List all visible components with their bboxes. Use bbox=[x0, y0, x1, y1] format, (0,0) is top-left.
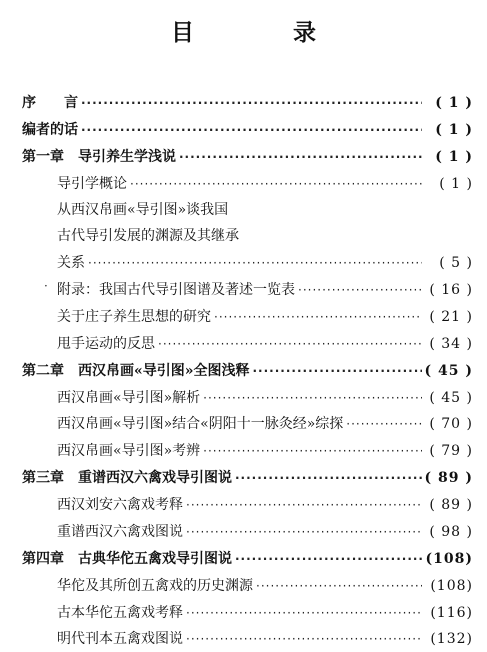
toc-entry[interactable] bbox=[57, 173, 473, 195]
toc-entry[interactable] bbox=[57, 387, 473, 409]
toc-entry[interactable] bbox=[57, 628, 473, 650]
toc-page-number: (116) bbox=[430, 605, 473, 621]
leader-dots bbox=[256, 575, 422, 597]
toc-page-number: (132) bbox=[430, 631, 473, 647]
toc-page-number: (108) bbox=[425, 551, 473, 567]
leader-dots bbox=[81, 119, 422, 141]
leader-dots bbox=[186, 602, 422, 624]
toc-entry[interactable] bbox=[57, 306, 473, 328]
toc-entry-label: 西汉帛画«导引图»考辨 bbox=[57, 443, 201, 459]
toc-page-number: ( 16 ) bbox=[429, 282, 473, 298]
toc-entry[interactable] bbox=[57, 252, 473, 274]
toc-entry-label: 西汉帛画«导引图»结合«阴阳十一脉灸经»综探 bbox=[57, 416, 344, 432]
toc-entry[interactable] bbox=[57, 333, 473, 355]
toc-entry-label: 第一章 导引养生学浅说 bbox=[22, 149, 176, 165]
toc-entry-label: 序 言 bbox=[22, 95, 78, 111]
toc-entry-label: 明代刊本五禽戏图说 bbox=[57, 631, 183, 647]
page-title: 目 录 bbox=[171, 19, 354, 46]
toc-page-number: ( 98 ) bbox=[429, 524, 473, 540]
toc-entry[interactable] bbox=[57, 602, 473, 624]
toc-chapter-1[interactable] bbox=[22, 146, 473, 168]
toc-entry-label: 从西汉帛画«导引图»谈我国 bbox=[57, 202, 229, 218]
toc-chapter-3[interactable] bbox=[22, 467, 473, 489]
toc-entry-label: 重谱西汉六禽戏图说 bbox=[57, 524, 183, 540]
toc-entry-preface[interactable] bbox=[22, 92, 473, 114]
toc-entry-label: 编者的话 bbox=[22, 122, 78, 138]
leader-dots bbox=[214, 306, 422, 328]
toc-page-number: ( 5 ) bbox=[439, 255, 473, 271]
toc-page-number: ( 1 ) bbox=[439, 176, 473, 192]
toc-page-number: ( 1 ) bbox=[435, 95, 473, 111]
leader-dots bbox=[158, 333, 422, 355]
toc-entry-label: 关于庄子养生思想的研究 bbox=[57, 309, 211, 325]
toc-entry[interactable] bbox=[57, 225, 473, 247]
toc-entry[interactable] bbox=[57, 413, 473, 435]
toc-entry[interactable] bbox=[57, 521, 473, 543]
leader-dots bbox=[186, 628, 422, 650]
toc-entry-label: 古本华佗五禽戏考释 bbox=[57, 605, 183, 621]
leader-dots bbox=[186, 521, 422, 543]
toc-entry-label: 第四章 古典华佗五禽戏导引图说 bbox=[22, 551, 232, 567]
toc-entry[interactable] bbox=[57, 440, 473, 462]
toc-entry-label: 西汉帛画«导引图»解析 bbox=[57, 390, 201, 406]
leader-dots bbox=[346, 413, 422, 435]
toc-entry-label: 甩手运动的反思 bbox=[57, 336, 155, 352]
toc-page-number: ( 70 ) bbox=[429, 416, 473, 432]
leader-dots bbox=[253, 360, 422, 382]
leader-dots bbox=[179, 146, 422, 168]
toc-entry-label: 古代导引发展的渊源及其继承 bbox=[57, 228, 239, 244]
toc-page-number: ( 21 ) bbox=[429, 309, 473, 325]
leader-dots bbox=[130, 173, 422, 195]
toc-entry[interactable] bbox=[57, 575, 473, 597]
toc-entry-label: 导引学概论 bbox=[57, 176, 127, 192]
toc-page-number: ( 34 ) bbox=[429, 336, 473, 352]
toc-entry-label: 关系 bbox=[57, 255, 85, 271]
leader-dots bbox=[186, 494, 422, 516]
toc-page-number: (108) bbox=[430, 578, 473, 594]
toc-entry-label: 第二章 西汉帛画«导引图»全图浅释 bbox=[22, 363, 250, 379]
leader-dots bbox=[203, 440, 422, 462]
leader-dots bbox=[235, 467, 422, 489]
toc-entry[interactable] bbox=[57, 279, 473, 301]
toc-page-number: ( 45 ) bbox=[424, 363, 473, 379]
toc-entry-label: 西汉刘安六禽戏考释 bbox=[57, 497, 183, 513]
leader-dots bbox=[235, 548, 422, 570]
leader-dots bbox=[203, 387, 422, 409]
toc-entry[interactable] bbox=[57, 199, 473, 221]
toc-entry-label: 附录：我国古代导引图谱及著述一览表 bbox=[57, 282, 295, 298]
toc-chapter-2[interactable] bbox=[22, 360, 473, 382]
leader-dots bbox=[88, 252, 422, 274]
toc-entry[interactable] bbox=[57, 494, 473, 516]
toc-page-number: ( 1 ) bbox=[435, 149, 473, 165]
toc-chapter-4[interactable] bbox=[22, 548, 473, 570]
toc-page-number: ( 45 ) bbox=[429, 390, 473, 406]
leader-dots bbox=[81, 92, 422, 114]
toc-entry-label: 华佗及其所创五禽戏的历史渊源 bbox=[57, 578, 253, 594]
toc-page-number: ( 89 ) bbox=[424, 470, 473, 486]
toc-page-number: ( 79 ) bbox=[429, 443, 473, 459]
toc-page-number: ( 89 ) bbox=[429, 497, 473, 513]
toc-page-number: ( 1 ) bbox=[435, 122, 473, 138]
toc-entry-editors-note[interactable] bbox=[22, 119, 473, 141]
toc-entry-label: 第三章 重谱西汉六禽戏导引图说 bbox=[22, 470, 232, 486]
leader-dots bbox=[298, 279, 422, 301]
bullet-mark: · bbox=[44, 279, 48, 293]
